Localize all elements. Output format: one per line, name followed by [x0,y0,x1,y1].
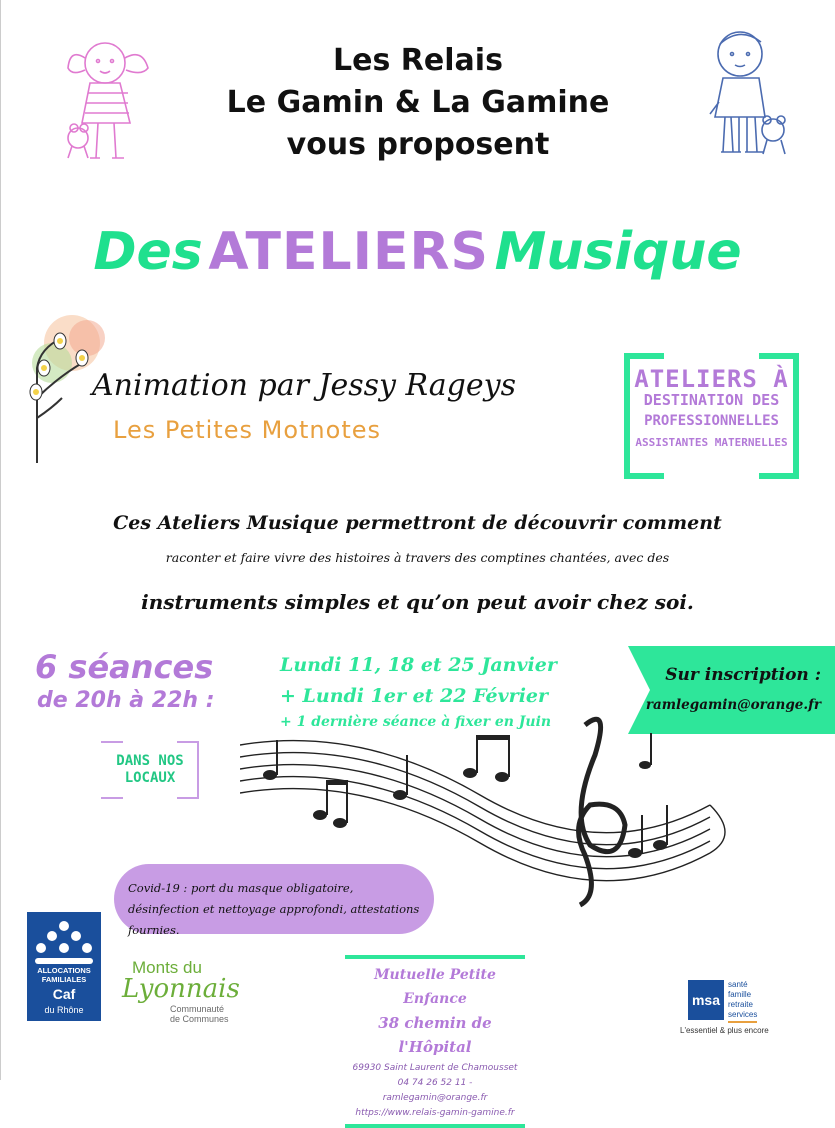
inscription-email[interactable]: ramlegamin@orange.fr [645,697,821,713]
professionals-box [624,353,799,479]
pro-box-line-4: ASSISTANTES MATERNELLES [635,436,788,449]
monts-line-3: Communauté [170,1004,225,1014]
address-street: 38 chemin de l'Hôpital [378,1014,492,1056]
header-line-1: Les Relais [333,43,503,78]
monts-line-2: Lyonnais [122,974,240,1004]
locaux-line-1: DANS NOS [116,753,184,769]
covid-notice [114,864,434,937]
girl-illustration [60,28,160,173]
header-line-2: Le Gamin & La Gamine [226,85,610,120]
caf-line-2: FAMILIALES [41,975,87,984]
description-line-3: instruments simples et qu’on peut avoir chez soi. [141,590,694,614]
header-line-3: vous proposent [286,127,550,162]
monts-line-4: de Communes [170,1014,229,1024]
msa-line-2: famille [728,990,752,999]
page-border [0,0,1,1080]
inscription-label: Sur inscription : [665,665,821,685]
caf-line-3: Caf [52,986,76,1002]
boy-illustration [695,22,805,162]
pro-box-line-1: ATELIERS À [634,365,789,393]
animation-title: Animation par Jessy Rageys [92,368,516,403]
caf-logo [27,912,101,1021]
caf-line-4: du Rhône [44,1005,84,1015]
address-block [345,955,525,1128]
sessions-count: 6 séances [35,648,214,686]
description-line-2: raconter et faire vivre des histoires à travers des comptines chantées, avec des [165,550,670,565]
pro-box-line-2: DESTINATION DES [643,391,780,409]
msa-tagline: L'essentiel & plus encore [680,1026,769,1035]
address-website[interactable]: https://www.relais-gamin-gamine.fr [355,1108,515,1118]
address-name: Mutuelle Petite Enfance [374,967,496,1007]
caf-line-1: ALLOCATIONS [37,966,91,975]
title-word-ateliers: ATELIERS [208,222,490,282]
address-city: 69930 Saint Laurent de Chamousset [352,1063,518,1073]
msa-line-1: santé [728,980,748,989]
address-contact: 04 74 26 52 11 - ramlegamin@orange.fr [382,1078,488,1103]
monts-du-lyonnais-logo [122,958,252,1028]
pro-box-line-3: PROFESSIONNELLES [644,413,779,429]
msa-logo [680,980,788,1040]
date-line-3: + 1 dernière séance à fixer en Juin [280,714,552,730]
monts-line-1: Monts du [132,958,202,977]
description-line-1: Ces Ateliers Musique permettront de découvrir comment [113,512,722,534]
locaux-line-2: LOCAUX [124,770,176,786]
animation-subtitle: Les Petites Motnotes [113,416,381,444]
title-word-des: Des [93,222,203,282]
date-line-2: + Lundi 1er et 22 Février [280,685,549,707]
locaux-box [101,741,199,799]
title-word-musique: Musique [494,222,742,282]
msa-line-3: retraite [728,1000,753,1009]
covid-text: Covid-19 : port du masque obligatoire, désinfection et nettoyage approfondi, attestations fournies. [128,881,420,937]
sessions-block [35,650,215,718]
main-title [0,222,835,282]
msa-mark: msa [688,980,724,1020]
sessions-hours: de 20h à 22h : [37,688,215,713]
date-line-1: Lundi 11, 18 et 25 Janvier [280,654,557,676]
msa-line-4: services [728,1010,758,1019]
